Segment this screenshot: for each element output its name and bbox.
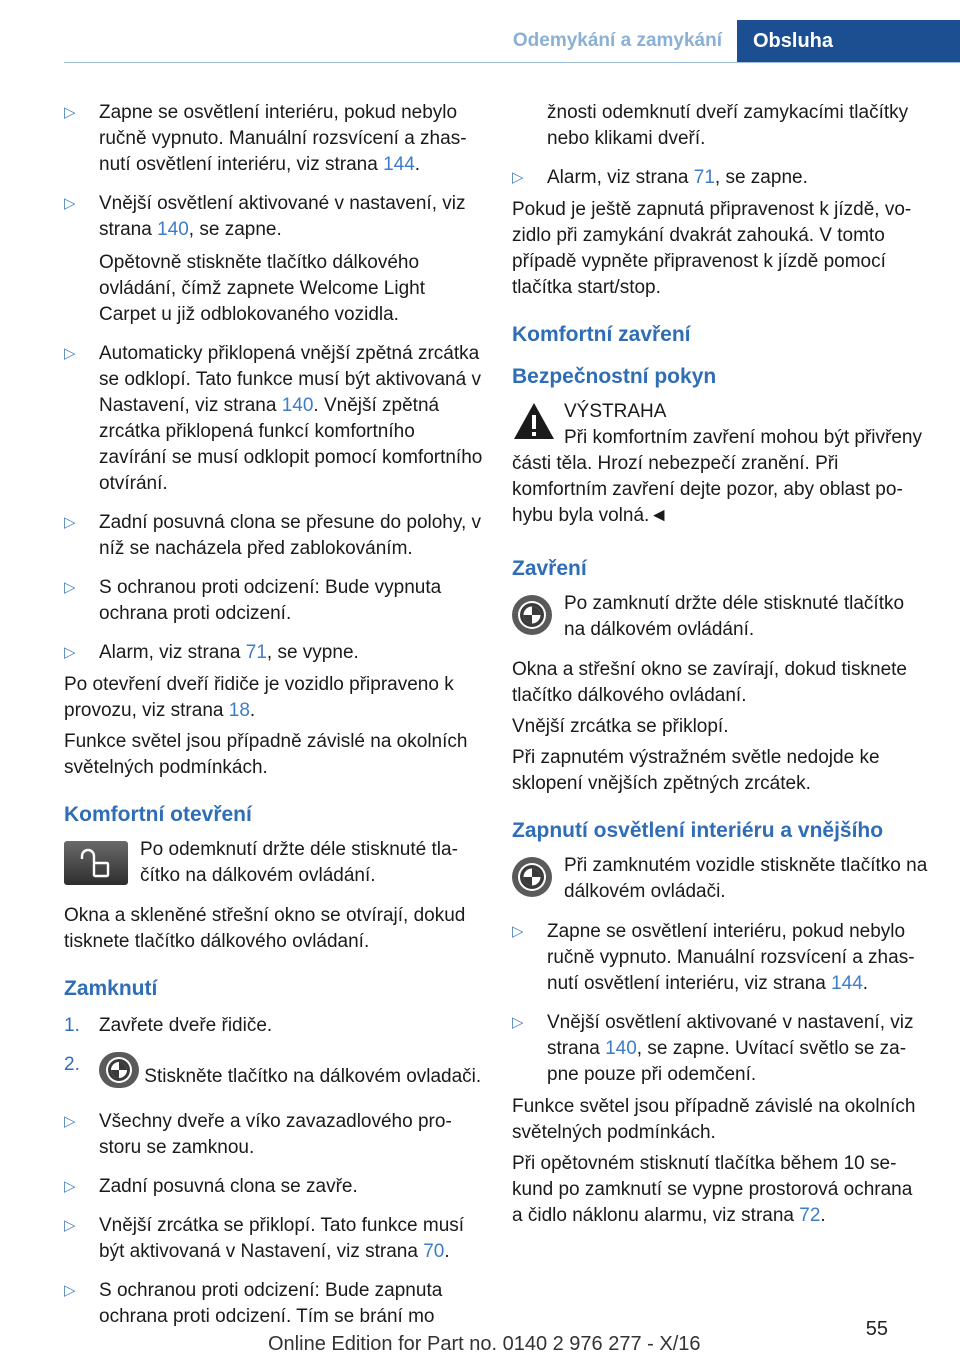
warning-block [512, 399, 928, 529]
page-link[interactable]: 18 [228, 700, 250, 721]
heading-comfort-open: Komfortní otevření [64, 803, 252, 826]
page-link[interactable]: 144 [383, 154, 415, 175]
list-item: ▷ Vnější zrcátka se přiklopí. Tato funkce musí být aktivovaná v Nastavení, viz strana 70. [64, 1213, 484, 1265]
list-item: ▷ Alarm, viz strana 71, se zapne. [512, 165, 928, 191]
bmw-key-icon [512, 595, 552, 643]
list-item: ▷ Alarm, viz strana 71, se vypne. [64, 640, 484, 666]
list-item-subtext: Opětovně stiskněte tlačítko dálkového ovládání, čímž zapnete Welcome Light Carpet u již odblokovaného vozidla. [99, 252, 425, 325]
paragraph: Při zapnutém výstražném světle nedojde ke sklopení vnějších zpětných zrcátek. [512, 747, 880, 794]
header-rule [64, 62, 960, 63]
page-link[interactable]: 71 [693, 167, 715, 188]
heading-close: Zavření [512, 557, 587, 580]
paragraph: Vnější zrcátka se přiklopí. [512, 716, 729, 737]
warning-text: Při komfortním zavření mohou být přivřeny části těla. Hrozí nebezpečí zranění. Při komfortním zavření dejte pozor, aby oblast pohybu byla volná.◄ [512, 427, 922, 526]
list-item: ▷ S ochranou proti odcizení: Bude zapnuta ochrana proti odcizení. Tím se brání mo [64, 1278, 484, 1330]
section-title: Odemykání a zamykání [512, 30, 722, 51]
page-link[interactable]: 144 [831, 973, 863, 994]
page-link[interactable]: 71 [245, 642, 267, 663]
paragraph: Při opětovném stisknutí tlačítka během 10 sekund po zamknutí se vypne prostorová ochrana a čidlo náklonu alarmu, viz strana 72. [512, 1153, 913, 1226]
icon-paragraph-text: Po zamknutí držte déle stisknuté tlačítko na dálkovém ovládání. [564, 593, 905, 640]
list-item: ▷ Vnější osvětlení aktivované v nastavení, viz strana 140, se zapne. Uvítací světlo se zapne pouze při odemčení. [512, 1010, 928, 1088]
paragraph: Okna a skleněné střešní okno se otvírají, dokud tisknete tlačítko dálkového ovládaní. [64, 905, 466, 952]
heading-lighting: Zapnutí osvětlení interiéru a vnějšího [512, 819, 884, 842]
numbered-step: 1. Zavřete dveře řidiče. [64, 1015, 273, 1036]
icon-paragraph-text: Po odemknutí držte déle stisknuté tlačítko na dálkovém ovládání. [140, 839, 458, 886]
heading-safety: Bezpečnostní pokyn [512, 365, 717, 388]
list-item: ▷ Zapne se osvětlení interiéru, pokud nebylo ručně vypnuto. Manuální rozsvícení a zhasnutí osvětlení interiéru, viz strana 144. [512, 919, 928, 997]
paragraph: Okna a střešní okno se zavírají, dokud tisknete tlačítko dálkového ovládaní. [512, 659, 907, 706]
list-item: ▷ Zadní posuvná clona se přesune do polohy, v níž se nacházela před zablokováním. [64, 510, 484, 562]
icon-paragraph [64, 837, 484, 893]
icon-paragraph-text: Při zamknutém vozidle stiskněte tlačítko na dálkovém ovládači. [564, 855, 928, 902]
page-link[interactable]: 140 [605, 1038, 637, 1059]
page-header [0, 0, 960, 64]
bmw-key-icon [99, 1052, 139, 1096]
page-link[interactable]: 140 [281, 395, 314, 416]
list-item-continuation: žnosti odemknutí dveří zamykacími tlačítky nebo klikami dveří. [547, 102, 909, 149]
left-column [64, 100, 484, 1343]
page-number: 55 [865, 1318, 888, 1340]
page-link[interactable]: 70 [423, 1241, 445, 1262]
list-item: ▷ Automaticky přiklopená vnější zpětná zrcátka se odklopí. Tato funkce musí být aktivovaná v Nastavení, viz strana 140. Vnější zpětná zrcátka přiklopená funkcí komfortního zavírání se musí odklopit pomocí komfortního otvírání. [64, 341, 484, 497]
numbered-step: 2. Stiskněte tlačítko na dálkovém ovladači. [64, 1052, 484, 1096]
heading-comfort-close: Komfortní zavření [512, 323, 691, 346]
edition-note: Online Edition for Part no. 0140 2 976 277 - X/16 [268, 1333, 701, 1355]
warning-icon [512, 401, 556, 441]
paragraph: Pokud je ještě zapnutá připravenost k jízdě, vozidlo při zamykání dvakrát zahouká. V tomto případě vypněte připravenost k jízdě pomocí tlačítka start/stop. [512, 199, 912, 298]
list-item: ▷ Všechny dveře a víko zavazadlového prostoru se zamknou. [64, 1109, 484, 1161]
paragraph: Po otevření dveří řidiče je vozidlo připraveno k provozu, viz strana 18. [64, 674, 454, 721]
page-link[interactable]: 140 [157, 219, 189, 240]
heading-lock: Zamknutí [64, 977, 158, 1000]
chapter-tab: Obsluha [737, 20, 960, 63]
list-item: ▷ Vnější osvětlení aktivované v nastavení, viz strana 140, se zapne. Opětovně stiskněte tlačítko dálkového ovládání, čímž zapnete Welcome Light Carpet u již odblokovaného vozidla. [64, 191, 484, 328]
paragraph: Funkce světel jsou případně závislé na okolních světelných podmínkách. [512, 1096, 916, 1143]
list-item: ▷ S ochranou proti odcizení: Bude vypnuta ochrana proti odcizení. [64, 575, 484, 627]
list-item: ▷ Zapne se osvětlení interiéru, pokud nebylo ručně vypnuto. Manuální rozsvícení a zhasnutí osvětlení interiéru, viz strana 144. [64, 100, 484, 178]
icon-paragraph [512, 853, 928, 909]
paragraph: Funkce světel jsou případně závislé na okolních světelných podmínkách. [64, 731, 468, 778]
bmw-key-icon [512, 857, 552, 905]
list-item: ▷ Zadní posuvná clona se zavře. [64, 1174, 484, 1200]
right-column [512, 100, 928, 1234]
unlock-key-icon [64, 841, 128, 893]
icon-paragraph [512, 591, 928, 647]
page-link[interactable]: 72 [799, 1205, 821, 1226]
warning-title: VÝSTRAHA [564, 401, 667, 422]
